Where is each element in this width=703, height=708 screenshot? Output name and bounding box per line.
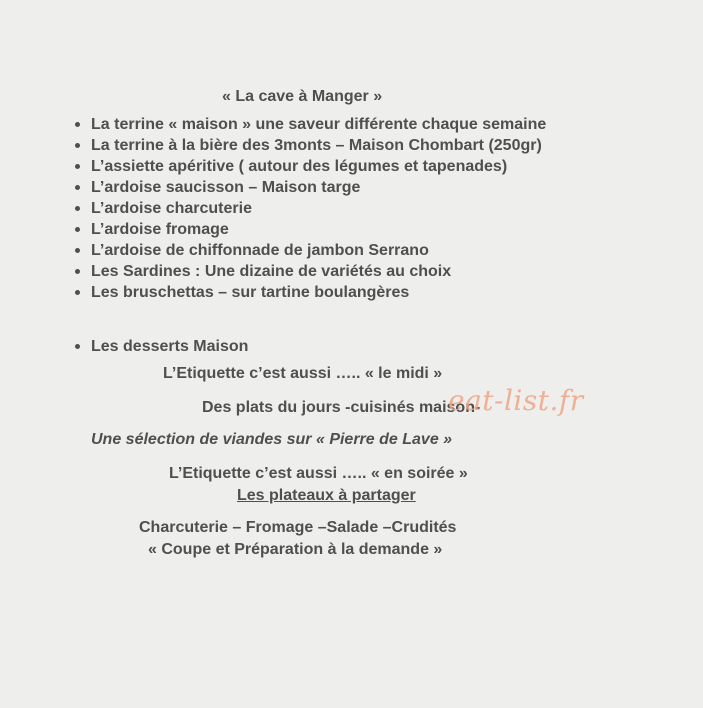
list-item-desserts: Les desserts Maison [91, 338, 249, 355]
list-item: L’ardoise charcuterie [91, 198, 546, 219]
watermark: eat-list.fr [448, 384, 584, 417]
daily-dishes-line: Des plats du jours -cuisinés maison- [202, 399, 481, 416]
cut-note-line: « Coupe et Préparation à la demande » [148, 541, 443, 558]
cave-menu-list [91, 114, 546, 303]
list-item: L’ardoise saucisson – Maison targe [91, 177, 546, 198]
stone-meat-line: Une sélection de viandes sur « Pierre de Lave » [91, 431, 453, 448]
list-item: L’ardoise de chiffonnade de jambon Serrano [91, 240, 546, 261]
midi-heading: L’Etiquette c’est aussi ….. « le midi » [163, 365, 443, 382]
platter-contents-line: Charcuterie – Fromage –Salade –Crudités [139, 519, 457, 536]
list-item: La terrine « maison » une saveur différente chaque semaine [91, 116, 547, 133]
list-item: La terrine à la bière des 3monts – Maison Chombart (250gr) [91, 135, 546, 156]
evening-heading: L’Etiquette c’est aussi ….. « en soirée » [169, 465, 468, 482]
list-item: L’ardoise fromage [91, 219, 546, 240]
sharing-platters-heading: Les plateaux à partager [237, 487, 416, 504]
menu-title: « La cave à Manger » [222, 88, 383, 105]
list-item: L’assiette apéritive ( autour des légumes et tapenades) [91, 156, 546, 177]
list-item: Les Sardines : Une dizaine de variétés au choix [91, 261, 546, 282]
desserts-list [91, 336, 248, 357]
list-item: Les bruschettas – sur tartine boulangères [91, 282, 546, 303]
